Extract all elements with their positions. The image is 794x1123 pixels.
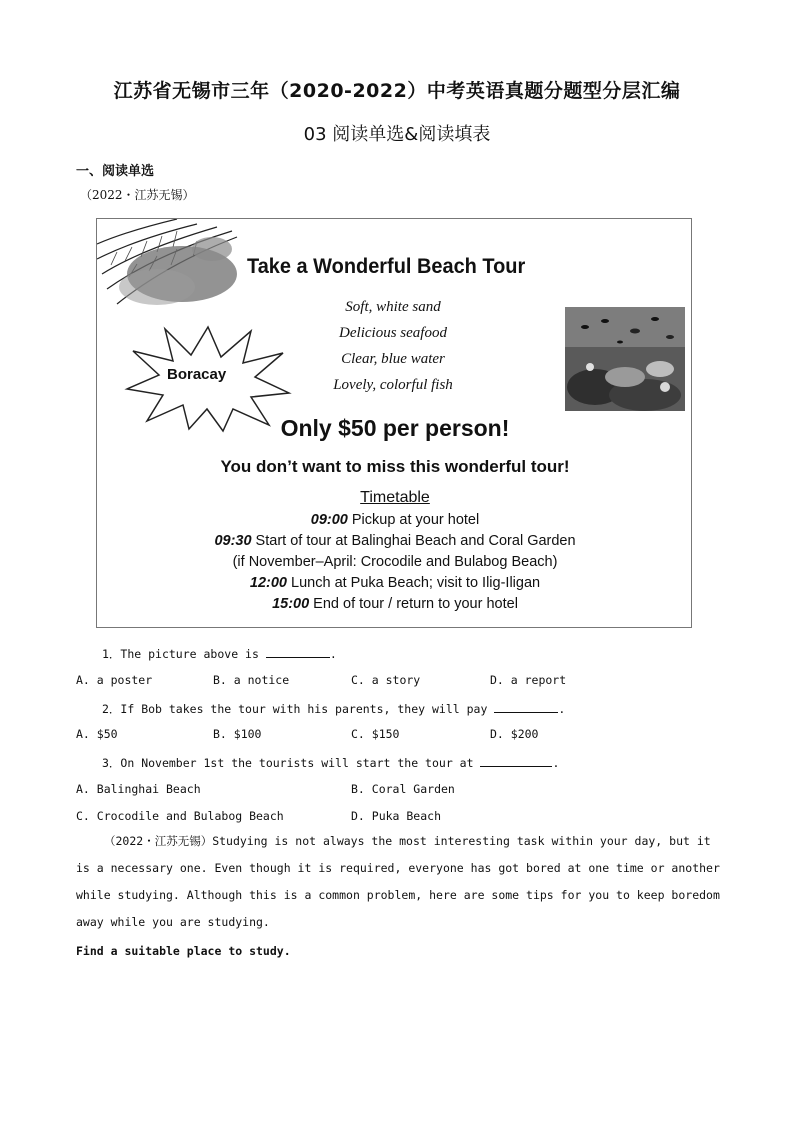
option-c: C. Crocodile and Bulabog Beach bbox=[76, 809, 284, 823]
option-a: A. $50 bbox=[76, 727, 118, 741]
feature-item: Clear, blue water bbox=[341, 351, 445, 367]
beach-tour-poster bbox=[96, 218, 692, 628]
option-b: B. $100 bbox=[213, 727, 262, 741]
source-label: （2022・江苏无锡） bbox=[80, 188, 195, 202]
option-d: D. a report bbox=[490, 673, 567, 687]
price-text: Only $50 per person! bbox=[280, 415, 510, 441]
feature-item: Lovely, colorful fish bbox=[333, 377, 453, 393]
poster-title: Take a Wonderful Beach Tour bbox=[247, 255, 526, 278]
section-heading: 一、阅读单选 bbox=[76, 164, 155, 179]
timetable-row: 09:00 Pickup at your hotel bbox=[310, 512, 480, 528]
question-stem: 1．The picture above is . bbox=[102, 647, 337, 661]
timetable-row: 09:30 Start of tour at Balinghai Beach and Coral Garden bbox=[214, 533, 576, 549]
option-a: A. Balinghai Beach bbox=[76, 782, 201, 796]
feature-item: Soft, white sand bbox=[345, 299, 441, 315]
page-title: 江苏省无锡市三年（2020-2022）中考英语真题分题型分层汇编 bbox=[113, 80, 681, 102]
page-subtitle: 03 阅读单选&阅读填表 bbox=[303, 124, 491, 145]
timetable-heading: Timetable bbox=[360, 489, 430, 506]
option-b: B. Coral Garden bbox=[351, 782, 455, 796]
palm-leaves-illustration bbox=[97, 219, 257, 329]
option-b: B. a notice bbox=[213, 673, 290, 687]
slogan-text: You don’t want to miss this wonderful tour! bbox=[220, 457, 570, 476]
reading-passage: （2022・江苏无锡）Studying is not always the most interesting task within your day, but it is a necessary one. Even though it is required, everyone has got bored at one time or another while studying. Although this is a common problem, here are some tips for you to keep boredom away while you are studying. bbox=[76, 834, 720, 929]
option-c: C. $150 bbox=[351, 727, 400, 741]
timetable-row: 15:00 End of tour / return to your hotel bbox=[272, 596, 518, 612]
feature-item: Delicious seafood bbox=[339, 325, 447, 341]
destination-label: Boracay bbox=[167, 366, 227, 383]
option-d: D. Puka Beach bbox=[351, 809, 442, 823]
question-stem: 3．On November 1st the tourists will start the tour at . bbox=[102, 756, 560, 770]
timetable-row: (if November–April: Crocodile and Bulabog Beach) bbox=[232, 554, 558, 570]
option-c: C. a story bbox=[351, 673, 421, 687]
option-d: D. $200 bbox=[490, 727, 539, 741]
option-a: A. a poster bbox=[76, 673, 153, 687]
timetable-row: 12:00 Lunch at Puka Beach; visit to Ilig-Iligan bbox=[249, 575, 541, 591]
question-stem: 2．If Bob takes the tour with his parents, they will pay . bbox=[102, 702, 566, 716]
coral-fish-photo bbox=[565, 307, 685, 411]
passage-subheading: Find a suitable place to study. bbox=[76, 944, 291, 958]
